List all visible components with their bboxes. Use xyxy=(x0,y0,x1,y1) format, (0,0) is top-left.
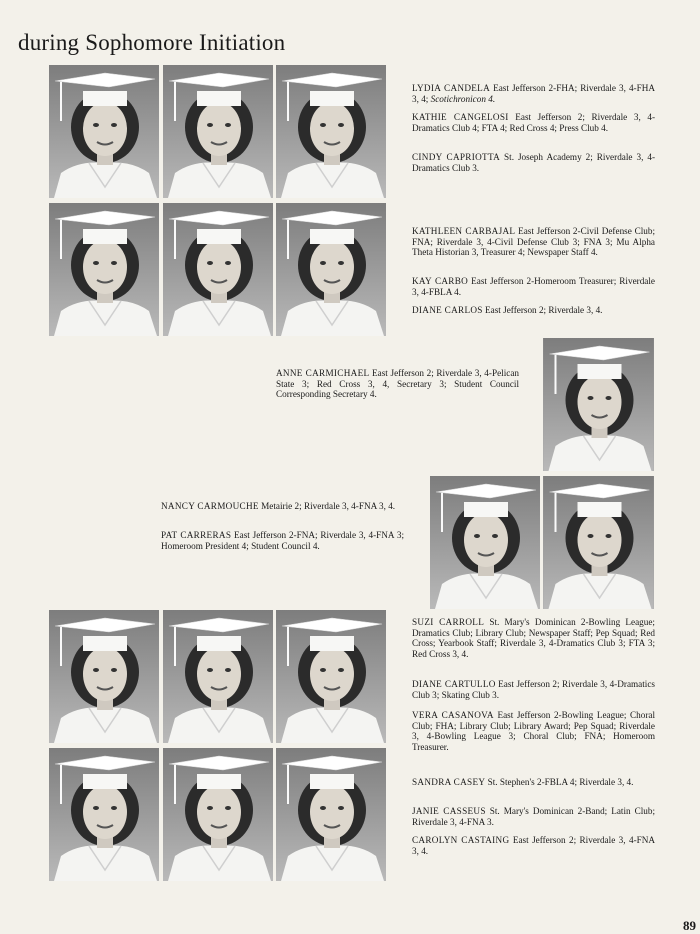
graduate-portrait-icon xyxy=(163,65,273,198)
student-activities: East Jefferson 2; Riverdale 3, 4-Dramatics Club 3; Skating Club 3. xyxy=(412,679,655,700)
student-bio xyxy=(412,305,655,316)
page-heading: during Sophomore Initiation xyxy=(18,30,286,55)
student-activities: East Jefferson 2; Riverdale 3, 4. xyxy=(485,305,603,315)
student-name: SANDRA CASEY xyxy=(412,777,486,787)
student-name: CAROLYN CASTAING xyxy=(412,835,510,845)
student-photo xyxy=(49,748,159,881)
student-photo xyxy=(543,476,654,609)
student-activities: East Jefferson 2; Riverdale 3, 4-FNA 3, 4. xyxy=(412,835,656,856)
student-activities: St. Stephen's 2-FBLA 4; Riverdale 3, 4. xyxy=(487,777,634,787)
student-name: LYDIA CANDELA xyxy=(412,83,491,93)
page-number: 89 xyxy=(683,918,696,933)
student-bio xyxy=(412,777,655,788)
student-activities: East Jefferson 2-Homeroom Treasurer; Riverdale 3, 4-FBLA 4. xyxy=(412,276,656,297)
student-name: VERA CASANOVA xyxy=(412,710,494,720)
student-name: KAY CARBO xyxy=(412,276,469,286)
student-activities-italic: Scotichronicon 4. xyxy=(430,93,496,104)
student-photo xyxy=(49,203,159,336)
student-photo xyxy=(543,338,654,471)
student-bio xyxy=(412,83,655,104)
student-activities: East Jefferson 2-Civil Defense Club; FNA; Riverdale 3, 4-Civil Defense Club 3; FNA 3; Mu Alpha Theta Historian 3, Treasurer 4; Newspaper Staff 4. xyxy=(412,226,656,258)
graduate-portrait-icon xyxy=(49,610,159,743)
student-photo xyxy=(276,65,386,198)
student-bio xyxy=(161,501,404,512)
student-activities: East Jefferson 2-Bowling League; Choral Club; FHA; Library Club; Library Award; Pep Squad; Riverdale 3, 4-Bowling League 3; Choral Club; FNA; Homeroom Treasurer. xyxy=(412,710,656,752)
student-photo xyxy=(276,203,386,336)
student-bio xyxy=(412,806,655,827)
student-bio xyxy=(412,835,655,856)
student-photo xyxy=(163,203,273,336)
student-name: DIANE CARLOS xyxy=(412,305,483,315)
student-name: CINDY CAPRIOTTA xyxy=(412,152,501,162)
graduate-portrait-icon xyxy=(430,476,540,609)
student-activities: St. Mary's Dominican 2-Band; Latin Club; Riverdale 3, 4-FNA 3. xyxy=(412,806,656,827)
student-name: KATHIE CANGELOSI xyxy=(412,112,509,122)
student-photo xyxy=(430,476,540,609)
student-bio xyxy=(412,617,655,659)
student-name: KATHLEEN CARBAJAL xyxy=(412,226,516,236)
graduate-portrait-icon xyxy=(276,65,386,198)
graduate-portrait-icon xyxy=(49,65,159,198)
student-name: NANCY CARMOUCHE xyxy=(161,501,259,511)
student-bio xyxy=(161,530,404,551)
student-bio xyxy=(412,226,655,258)
student-name: SUZI CARROLL xyxy=(412,617,485,627)
graduate-portrait-icon xyxy=(163,610,273,743)
student-activities: St. Mary's Dominican 2-Bowling League; Dramatics Club; Library Club; Newspaper Staff; Pep Squad; Red Cross; Yearbook Staff; Riverdale 3, 4-Dramatics Club 3; FTA 3; Red Cross 3, 4. xyxy=(412,617,655,659)
graduate-portrait-icon xyxy=(276,610,386,743)
student-photo xyxy=(163,65,273,198)
student-photo xyxy=(163,610,273,743)
graduate-portrait-icon xyxy=(543,338,654,471)
student-activities: Metairie 2; Riverdale 3, 4-FNA 3, 4. xyxy=(261,501,396,511)
student-photo xyxy=(49,65,159,198)
student-name: JANIE CASSEUS xyxy=(412,806,486,816)
graduate-portrait-icon xyxy=(49,748,159,881)
graduate-portrait-icon xyxy=(163,748,273,881)
student-name: DIANE CARTULLO xyxy=(412,679,496,689)
student-name: ANNE CARMICHAEL xyxy=(276,368,370,378)
student-name: PAT CARRERAS xyxy=(161,530,232,540)
student-activities: East Jefferson 2; Riverdale 3, 4-Pelican State 3; Red Cross 3, 4, Secretary 3; Student Council Corresponding Secretary 4. xyxy=(276,368,519,400)
student-activities: East Jefferson 2; Riverdale 3, 4-Dramatics Club 4; FTA 4; Red Cross 4; Press Club 4. xyxy=(412,112,656,133)
student-photo xyxy=(163,748,273,881)
graduate-portrait-icon xyxy=(543,476,654,609)
graduate-portrait-icon xyxy=(276,203,386,336)
student-activities: East Jefferson 2-FNA; Riverdale 3, 4-FNA 3; Homeroom President 4; Student Council 4. xyxy=(161,530,404,551)
student-bio xyxy=(412,276,655,297)
graduate-portrait-icon xyxy=(276,748,386,881)
student-bio xyxy=(412,112,655,133)
student-activities: St. Joseph Academy 2; Riverdale 3, 4-Dramatics Club 3. xyxy=(412,152,655,173)
student-bio xyxy=(412,679,655,700)
student-photo xyxy=(276,610,386,743)
student-activities: East Jefferson 2-FHA; Riverdale 3, 4-FHA 3, 4; xyxy=(412,83,655,104)
student-photo xyxy=(49,610,159,743)
student-bio xyxy=(276,368,519,400)
student-photo xyxy=(276,748,386,881)
student-bio xyxy=(412,152,655,173)
graduate-portrait-icon xyxy=(163,203,273,336)
student-bio xyxy=(412,710,655,752)
graduate-portrait-icon xyxy=(49,203,159,336)
